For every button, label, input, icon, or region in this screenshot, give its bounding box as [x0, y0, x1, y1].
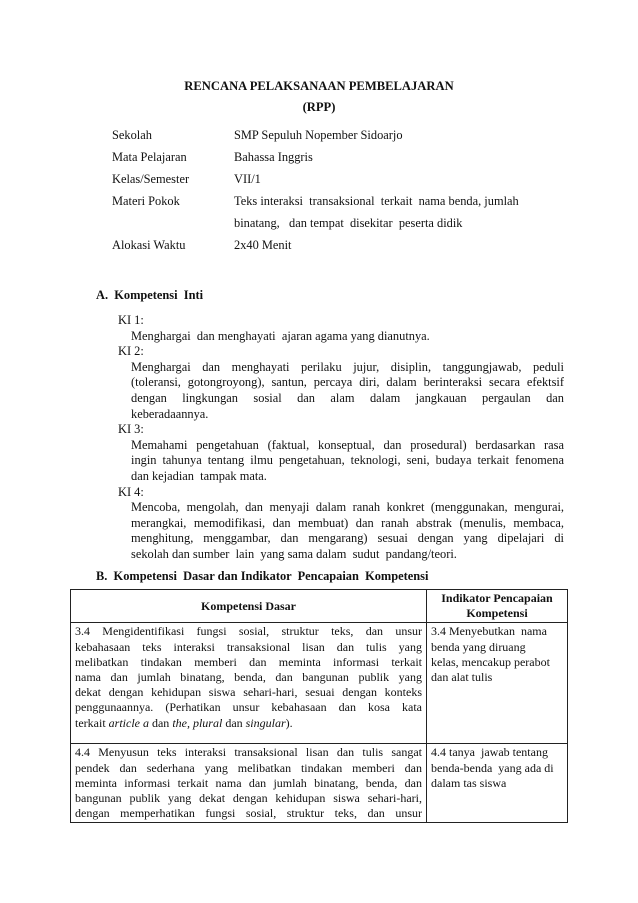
ki-line: Mencoba, mengolah, dan menyaji dalam ranah konkret (menggunakan, mengurai,: [131, 500, 564, 515]
ind-line: 4.4 tanya jawab tentang: [431, 745, 548, 760]
kd-text: ).: [285, 715, 293, 730]
info-label: Alokasi Waktu: [112, 238, 186, 252]
kd-line: dengan memperhatikan fungsi sosial, struktur teks, dan unsur: [75, 806, 422, 821]
document-subtitle: (RPP): [302, 100, 336, 114]
ki-line: keberadaannya.: [131, 406, 209, 421]
header-kompetensi-dasar: Kompetensi Dasar: [71, 590, 427, 623]
ki-line: merangkai, memodifikasi, dan membuat) dan ranah abstrak (menulis, membaca,: [131, 515, 564, 530]
info-label: Sekolah: [112, 128, 152, 142]
info-label: Mata Pelajaran: [112, 150, 187, 164]
ki-label: KI 4:: [118, 484, 144, 499]
kd-line: 3.4 Mengidentifikasi fungsi sosial, struktur teks, dan unsur: [75, 624, 422, 639]
info-row-sekolah: [112, 124, 524, 146]
kd-term: singular: [245, 715, 286, 730]
info-row-mapel: [112, 146, 524, 168]
kd-line: melibatkan tindakan memberi dan meminta informasi terkait: [75, 654, 422, 669]
kd-line: 4.4 Menyusun teks interaksi transaksional lisan dan tulis sangat: [75, 745, 422, 760]
ind-line: kelas, mencakup perabot: [431, 654, 550, 669]
kd-cell: [71, 623, 427, 744]
kd-line: dekat dengan kehidupan siswa sehari-hari, sesuai dengan konteks: [75, 685, 422, 700]
identity-table: [112, 124, 524, 256]
kd-line: nama dan jumlah binatang, benda, dan bangunan publik yang: [75, 670, 422, 685]
kd-line: kebahasaan teks interaksi transaksional lisan dan tulis yang: [75, 639, 422, 654]
section-a-heading: A. Kompetensi Inti: [96, 288, 204, 302]
info-value: SMP Sepuluh Nopember Sidoarjo: [234, 128, 403, 142]
ki-line: Memahami pengetahuan (faktual, konseptual, dan prosedural) berdasarkan rasa: [131, 437, 564, 452]
kd-line: [75, 716, 422, 731]
kd-line: penggunaannya. (Perhatikan unsur kebahasaan dan kosa kata: [75, 700, 422, 715]
ind-line: benda-benda yang ada di: [431, 760, 554, 775]
kompetensi-inti-list: [118, 313, 564, 563]
indikator-cell: [427, 744, 568, 823]
info-row-alokasi: [112, 234, 524, 256]
kd-text: dan: [222, 715, 246, 730]
info-label: Materi Pokok: [112, 194, 180, 208]
info-value: Bahassa Inggris: [234, 150, 313, 164]
ki-line: dan kejadian tampak mata.: [131, 468, 267, 483]
ki-label: KI 1:: [118, 313, 144, 327]
ki-label: KI 2:: [118, 344, 144, 359]
header-line: Kompetensi: [466, 606, 528, 621]
kd-line: meminta informasi terkait nama dan jumlah binatang, benda, dan: [75, 775, 422, 790]
kompetensi-dasar-table: [70, 589, 568, 823]
info-value: VII/1: [234, 172, 261, 186]
section-b-heading: B. Kompetensi Dasar dan Indikator Pencapaian Kompetensi: [96, 569, 429, 583]
kd-text: terkait: [75, 715, 109, 730]
ind-line: 3.4 Menyebutkan nama: [431, 624, 547, 639]
ki-line: Menghargai dan menghayati perilaku jujur, disiplin, tanggungjawab, peduli: [131, 359, 564, 374]
info-label: Kelas/Semester: [112, 172, 190, 186]
kd-cell: [71, 744, 427, 823]
ki-line: (toleransi, gotongroyong), santun, percaya diri, dalam berinteraksi secara efektsif: [131, 375, 564, 390]
info-row-kelas: [112, 168, 524, 190]
kd-term: the, plural: [172, 715, 223, 730]
ki-text: [131, 329, 564, 345]
ki-line: menghitung, menggambar, dan mengarang) sesuai dengan yang dipelajari di: [131, 531, 564, 546]
ki-text: [131, 360, 564, 422]
ind-line: benda yang diruang: [431, 639, 526, 654]
ind-line: dalam tas siswa: [431, 775, 507, 790]
ind-line: dan alat tulis: [431, 670, 493, 685]
ki-line: ingin tahunya tentang ilmu pengetahuan, teknologi, seni, budaya terkait fenomena: [131, 453, 564, 468]
info-row-materi: [112, 190, 524, 212]
table-row: [71, 744, 568, 823]
ki-line: sekolah dan sumber lain yang sama dalam sudut pandang/teori.: [131, 546, 457, 561]
ki-label: KI 3:: [118, 422, 144, 437]
kd-text: dan: [148, 715, 173, 730]
info-value: 2x40 Menit: [234, 238, 292, 252]
kd-line: pendek dan sederhana yang melibatkan tindakan memberi dan: [75, 760, 422, 775]
ki-line: Menghargai dan menghayati ajaran agama yang dianutnya.: [131, 328, 430, 343]
ki-text: [131, 500, 564, 562]
info-value-continued: binatang, dan tempat disekitar peserta didik: [234, 216, 463, 230]
ki-text: [131, 438, 564, 485]
table-header-row: [71, 590, 568, 623]
info-value: Teks interaksi transaksional terkait nama benda, jumlah: [234, 194, 519, 208]
table-row: [71, 623, 568, 744]
ki-line: dengan lingkungan sosial dan alam dalam jangkauan pergaulan dan: [131, 390, 564, 405]
document-title: RENCANA PELAKSANAAN PEMBELAJARAN: [184, 79, 454, 93]
indikator-cell: [427, 623, 568, 744]
kd-term: article a: [108, 715, 149, 730]
kd-line: bangunan publik yang dekat dengan kehidupan siswa sehari-hari,: [75, 791, 422, 806]
header-indikator: [427, 590, 568, 623]
header-line: Indikator Pencapaian: [441, 591, 553, 605]
info-row-materi-cont: [112, 212, 524, 234]
